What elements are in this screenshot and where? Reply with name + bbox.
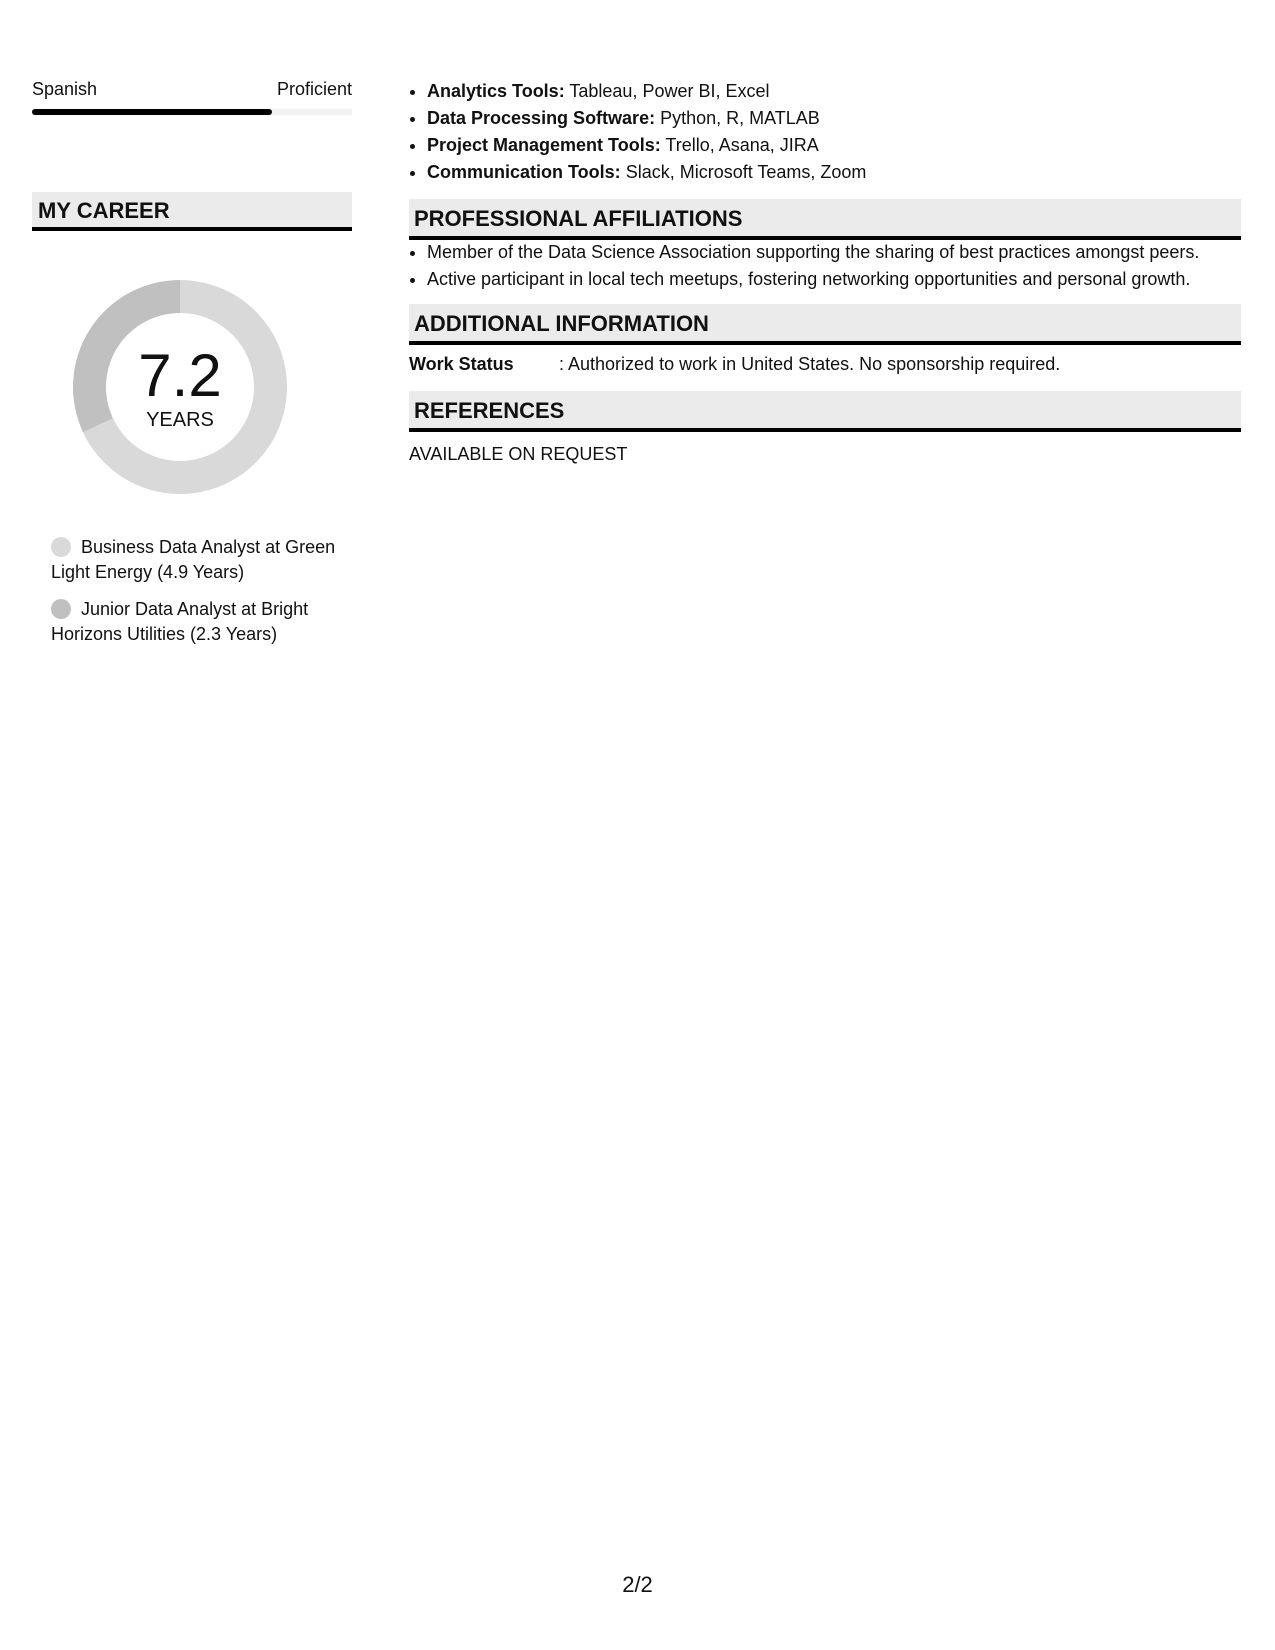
tool-label: Project Management Tools: xyxy=(427,135,661,155)
tools-list xyxy=(409,78,1241,186)
affiliations-list xyxy=(409,240,1241,291)
list-item xyxy=(427,105,1241,132)
tool-value: Trello, Asana, JIRA xyxy=(665,135,819,155)
career-legend xyxy=(51,535,341,647)
tool-label: Analytics Tools: xyxy=(427,81,565,101)
tool-value: Tableau, Power BI, Excel xyxy=(569,81,770,101)
language-level: Proficient xyxy=(276,79,352,99)
list-item xyxy=(427,132,1241,159)
list-item xyxy=(427,159,1241,186)
work-status-row xyxy=(409,353,1241,375)
references-heading: REFERENCES xyxy=(409,391,1241,432)
work-status-value: : Authorized to work in United States. No sponsorship required. xyxy=(559,354,1061,374)
career-total-value: 7.2 xyxy=(138,342,222,409)
tool-value: Python, R, MATLAB xyxy=(660,108,820,128)
legend-text: Business Data Analyst at Green Light Energy (4.9 Years) xyxy=(51,537,336,582)
legend-dot-icon xyxy=(51,599,71,619)
career-donut-chart xyxy=(67,274,293,500)
legend-item xyxy=(51,597,341,647)
references-text: AVAILABLE ON REQUEST xyxy=(409,444,628,464)
language-proficiency-fill xyxy=(32,109,272,115)
tool-value: Slack, Microsoft Teams, Zoom xyxy=(625,162,867,182)
legend-text: Junior Data Analyst at Bright Horizons Utilities (2.3 Years) xyxy=(51,599,309,644)
affiliations-heading: PROFESSIONAL AFFILIATIONS xyxy=(409,199,1241,240)
list-item xyxy=(427,78,1241,105)
tool-label: Data Processing Software: xyxy=(427,108,656,128)
legend-item xyxy=(51,535,341,585)
donut-center xyxy=(67,274,293,500)
right-column xyxy=(409,78,1241,465)
list-item: • Member of the Data Science Association supporting the sharing of best practices amongst peers. xyxy=(427,240,1241,264)
work-status-label: Work Status xyxy=(409,354,514,374)
language-row xyxy=(32,78,352,100)
career-total-unit: YEARS xyxy=(146,409,214,431)
additional-info-heading: ADDITIONAL INFORMATION xyxy=(409,304,1241,345)
page-number: 2/2 xyxy=(622,1572,653,1597)
left-column xyxy=(32,78,352,659)
tool-label: Communication Tools: xyxy=(427,162,621,182)
language-name: Spanish xyxy=(32,79,98,99)
career-heading: MY CAREER xyxy=(32,192,352,231)
language-proficiency-bar xyxy=(32,109,352,115)
list-item: • Active participant in local tech meetups, fostering networking opportunities and personal growth. xyxy=(427,267,1241,291)
legend-dot-icon xyxy=(51,537,71,557)
